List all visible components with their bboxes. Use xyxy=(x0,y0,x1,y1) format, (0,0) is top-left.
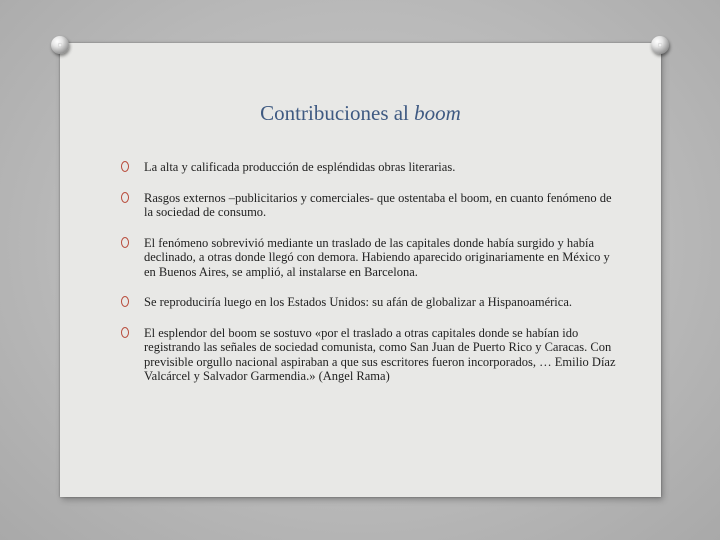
list-item xyxy=(121,160,621,175)
circle-bullet-icon xyxy=(121,327,129,338)
list-item xyxy=(121,295,621,310)
circle-bullet-icon xyxy=(121,296,129,307)
bullet-text: Rasgos externos –publicitarios y comerciales- que ostentaba el boom, en cuanto fenómeno de la sociedad de consumo. xyxy=(144,190,612,219)
circle-bullet-icon xyxy=(121,237,129,248)
slide-title-italic: boom xyxy=(414,101,461,125)
bullet-text: El esplendor del boom se sostuvo «por el traslado a otras capitales donde se habían ido registrando las señales de sociedad comunista, como San Juan de Puerto Rico y Caracas. Con previsible orgullo nacional aspiraban a que sus escritores fueron incorporados, … Emilio Díaz Valcárcel y Salvador Garmendia.» (Angel Rama) xyxy=(144,325,616,383)
bullet-text: Se reproduciría luego en los Estados Unidos: su afán de globalizar a Hispanoamérica. xyxy=(144,295,572,309)
slide-title xyxy=(60,100,661,126)
circle-bullet-icon xyxy=(121,161,129,172)
slide-title-main: Contribuciones al xyxy=(260,101,415,125)
list-item xyxy=(121,326,621,384)
bullet-text: El fenómeno sobrevivió mediante un traslado de las capitales donde había surgido y había declinado, a otras donde llegó con demora. Habiendo aparecido originariamente en México y en Buenos Aires, se amplió, al instalarse en Barcelona. xyxy=(144,235,610,279)
list-item xyxy=(121,236,621,280)
pushpin-left-icon xyxy=(51,36,69,54)
list-item xyxy=(121,191,621,220)
circle-bullet-icon xyxy=(121,192,129,203)
bullet-text: La alta y calificada producción de espléndidas obras literarias. xyxy=(144,160,456,174)
bullet-list xyxy=(121,160,621,400)
pushpin-right-icon xyxy=(651,36,669,54)
